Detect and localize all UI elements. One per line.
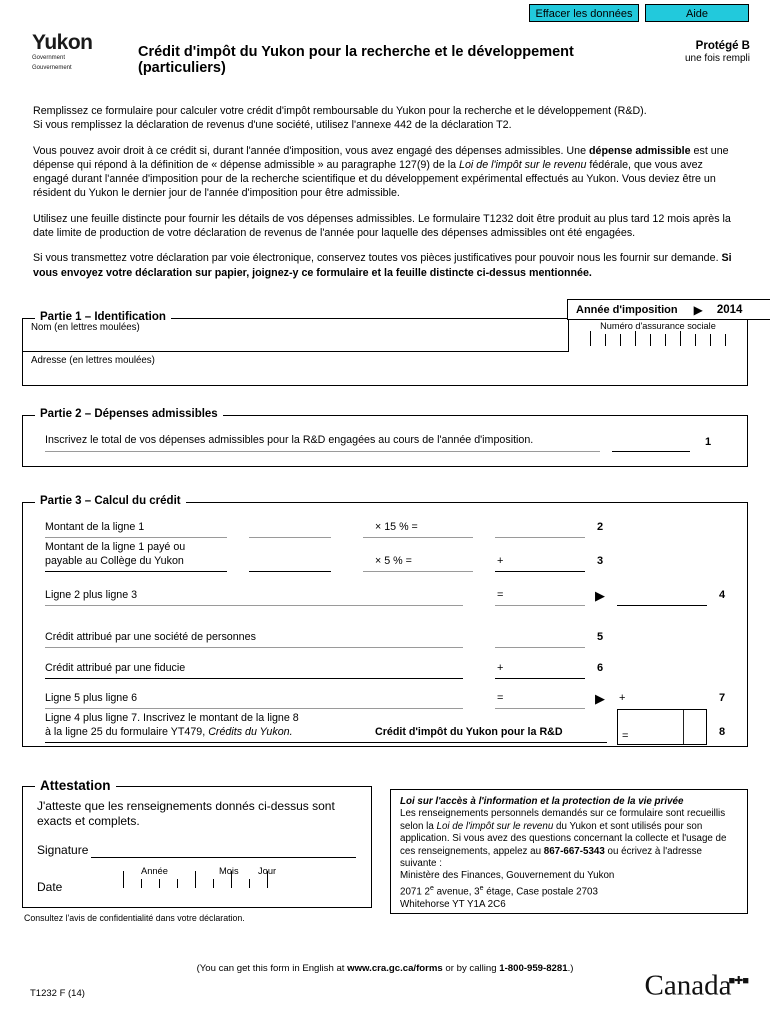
- yukon-government-logo: [32, 32, 142, 72]
- sin-cell[interactable]: [605, 334, 620, 346]
- line-7-carry-input[interactable]: [617, 692, 707, 709]
- part-3-rows: [23, 503, 749, 748]
- cents-divider: [683, 710, 684, 744]
- date-header-month: Mois: [219, 866, 239, 876]
- part-2-line-1-row: [45, 434, 729, 454]
- part-2-leader-rule: [45, 451, 600, 452]
- sin-digit-cells[interactable]: [569, 334, 747, 346]
- signature-input[interactable]: [91, 857, 356, 858]
- privacy-text-2: du Yukon et sont utilisés pour son application. Si vous avez des questions concernant la collecte et l'usage de ces renseignements, appelez au: [400, 820, 727, 857]
- protected-level-label: Protégé B: [695, 40, 750, 52]
- instruction-p2-c: fédérale, que vous avez engagé durant l'année d'imposition pour de la recherche scientifique et du développement expérimental effectués au Yukon. Vous deviez être un résident du Yukon le dernier jour de l'année d'imposition pour être admissible.: [33, 158, 716, 200]
- privacy-address-line-1: Ministère des Finances, Gouvernement du Yukon: [400, 870, 615, 882]
- english-note-a: (You can get this form in English at: [196, 963, 348, 974]
- sin-field-label: Numéro d'assurance sociale: [600, 321, 716, 331]
- instruction-p4-bold: Si vous envoyez votre déclaration sur papier, joignez-y ce formulaire et la feuille distincte ci-dessus mentionnée.: [33, 252, 732, 279]
- right-triangle-arrow-icon: ▶: [595, 588, 605, 603]
- line-6-number: 6: [597, 662, 604, 674]
- line-3-operator: +: [497, 555, 504, 567]
- privacy-text-1: Les renseignements personnels demandés sur ce formulaire sont recueillis selon la: [400, 808, 726, 832]
- line-6-label: Crédit attribué par une fiducie: [45, 662, 186, 674]
- instruction-p1-line1: Remplissez ce formulaire pour calculer votre crédit d'impôt remboursable du Yukon pour la recherche et le développement (R&D).: [33, 105, 647, 117]
- protected-when-completed-label: une fois rempli: [684, 53, 750, 64]
- attestation-statement: J'atteste que les renseignements donnés ci-dessus sont exacts et complets.: [37, 799, 335, 828]
- sin-cell[interactable]: [695, 334, 710, 346]
- line-3-label-a: Montant de la ligne 1 payé ou: [45, 541, 186, 553]
- instruction-paragraph-1: [33, 104, 738, 133]
- cra-phone-number: 1-800-959-8281: [499, 963, 568, 974]
- sin-cell[interactable]: [710, 334, 725, 346]
- line-2-result-input[interactable]: [495, 521, 585, 538]
- date-cell-year[interactable]: [177, 879, 195, 888]
- privacy-act-notice: [390, 789, 748, 914]
- line-5-leader-rule: [45, 647, 463, 648]
- part-1-identification: [22, 302, 748, 386]
- line-8-instruction-2: [45, 726, 293, 738]
- date-cell-month[interactable]: [195, 871, 213, 888]
- line-8-number: 8: [719, 726, 726, 738]
- line-2-label: Montant de la ligne 1: [45, 521, 145, 533]
- privacy-notice-body: [391, 790, 747, 917]
- line-8-total-box[interactable]: [617, 709, 707, 745]
- instruction-p2-italic: Loi de l'impôt sur le revenu: [459, 158, 587, 171]
- part-2-legend: Partie 2 – Dépenses admissibles: [35, 408, 223, 420]
- english-note-b: or by calling: [442, 963, 500, 974]
- date-input-cells[interactable]: [123, 879, 268, 888]
- line-8-operator: =: [622, 730, 629, 742]
- instruction-p2-bold: dépense admissible: [589, 144, 691, 157]
- instruction-p2-a: Vous pouvez avoir droit à ce crédit si, durant l'année d'imposition, vous avez engagé des dépenses admissibles. Une: [33, 144, 589, 157]
- line-3-label-b: payable au Collège du Yukon: [45, 555, 184, 567]
- line-5-number: 5: [597, 631, 604, 643]
- line-2-rate-label: × 15 % =: [375, 521, 418, 533]
- line-2-leader-rule: [45, 537, 227, 538]
- part-2-line-1-label: Inscrivez le total de vos dépenses admissibles pour la R&D engagées au cours de l'année d'imposition.: [45, 434, 534, 446]
- name-field-cell[interactable]: [23, 319, 568, 352]
- line-2-base-amount-input[interactable]: [249, 521, 331, 538]
- date-cell-month[interactable]: [213, 879, 231, 888]
- line-8-instruction-2a: à la ligne 25 du formulaire YT479,: [45, 726, 209, 738]
- date-label: Date: [37, 880, 63, 894]
- line-6-leader-rule: [45, 678, 463, 679]
- line-3-number: 3: [597, 555, 604, 567]
- line-8-caption: Crédit d'impôt du Yukon pour la R&D: [375, 726, 563, 738]
- instruction-paragraph-2: [33, 144, 738, 201]
- line-7-leader-rule: [45, 708, 463, 709]
- canada-wordmark-tail: a: [718, 969, 732, 1002]
- sin-cell[interactable]: [665, 334, 680, 346]
- line-5-label: Crédit attribué par une société de personnes: [45, 631, 256, 643]
- line-5-amount-input[interactable]: [495, 631, 585, 648]
- privacy-phone-number: 867-667-5343: [543, 845, 605, 857]
- instruction-p1-line2: Si vous remplissez la déclaration de revenus d'une société, utilisez l'annexe 442 de la déclaration T2.: [33, 119, 512, 132]
- sin-cell[interactable]: [650, 334, 665, 346]
- part-3-credit-calculation: [22, 495, 748, 747]
- line-6-operator: +: [497, 662, 504, 674]
- canada-flag-icon: ■✚■: [728, 975, 748, 987]
- sin-cell[interactable]: [590, 331, 605, 346]
- sin-cell[interactable]: [620, 334, 635, 346]
- part-2-line-1-number: 1: [705, 436, 712, 448]
- line-4-subtotal-input[interactable]: [495, 589, 585, 606]
- right-triangle-arrow-icon: ▶: [595, 691, 605, 706]
- privacy-address-line-2b: avenue, 3: [433, 886, 480, 898]
- date-cell-year[interactable]: [123, 871, 141, 888]
- line-8-instruction-1: Ligne 4 plus ligne 7. Inscrivez le montant de la ligne 8: [45, 712, 299, 724]
- line-8-leader-rule: [45, 742, 607, 743]
- sin-cell-end: [725, 334, 726, 346]
- privacy-address-line-3: Whitehorse YT Y1A 2C6: [400, 898, 506, 910]
- line-3-base-amount-input[interactable]: [249, 555, 331, 572]
- line-4-number: 4: [719, 589, 726, 601]
- line-4-carry-input[interactable]: [617, 589, 707, 606]
- tax-year-value: 2014: [716, 303, 743, 316]
- page-title: Crédit d'impôt du Yukon pour la recherche et le développement (particuliers): [138, 44, 574, 76]
- line-4-operator: =: [497, 589, 504, 601]
- privacy-text-italic: Loi de l'impôt sur le revenu: [436, 820, 554, 832]
- date-cell-year[interactable]: [159, 879, 177, 888]
- line-3-leader-rule: [45, 571, 227, 572]
- date-header-day: Jour: [258, 866, 277, 876]
- help-button[interactable]: Aide: [645, 4, 749, 22]
- line-3-result-input[interactable]: [495, 555, 585, 572]
- line-7-operator-2: +: [619, 692, 626, 704]
- name-field-label: Nom (en lettres moulées): [31, 322, 140, 333]
- address-field-cell[interactable]: [23, 352, 568, 385]
- line-7-subtotal-input[interactable]: [495, 692, 585, 709]
- line-3-rate-rule: [363, 571, 473, 572]
- canada-wordmark: [645, 966, 748, 1001]
- privacy-address-line-2c: étage, Case postale 2703: [483, 886, 598, 898]
- line-7-operator: =: [497, 692, 504, 704]
- sin-cell[interactable]: [635, 331, 650, 346]
- line-3-rate-label: × 5 % =: [375, 555, 412, 567]
- privacy-notice-title: Loi sur l'accès à l'information et la protection de la vie privée: [400, 796, 684, 807]
- instruction-paragraph-4: [33, 251, 738, 280]
- form-action-toolbar: [0, 4, 770, 24]
- form-header: [0, 30, 770, 76]
- signature-label: Signature: [37, 843, 89, 857]
- instruction-p4-a: Si vous transmettez votre déclaration par voie électronique, conservez toutes vos pièces justificatives pour pouvoir nous les fournir sur demande.: [33, 252, 722, 265]
- line-2-rate-rule: [363, 537, 473, 538]
- ordinal-superscript: e: [479, 884, 484, 892]
- ordinal-superscript: e: [429, 884, 434, 892]
- privacy-notice-reference: Consultez l'avis de confidentialité dans votre déclaration.: [24, 913, 245, 923]
- line-7-number: 7: [719, 692, 726, 704]
- tax-year-box: [567, 299, 770, 320]
- line-4-leader-rule: [45, 605, 463, 606]
- date-header-year: Année: [141, 866, 168, 876]
- clear-data-button[interactable]: Effacer les données: [529, 4, 639, 22]
- line-8-instruction-2-italic: Crédits du Yukon.: [208, 726, 293, 738]
- form-identifier: T1232 F (14): [30, 988, 85, 999]
- attestation-section: [22, 778, 372, 908]
- date-cell-end: [267, 871, 268, 888]
- line-7-label: Ligne 5 plus ligne 6: [45, 692, 138, 704]
- date-cell-day[interactable]: [249, 879, 267, 888]
- date-cell-day[interactable]: [231, 871, 249, 888]
- line-4-label: Ligne 2 plus ligne 3: [45, 589, 138, 601]
- tax-year-label: Année d'imposition: [576, 303, 678, 316]
- line-2-number: 2: [597, 521, 604, 533]
- address-field-label: Adresse (en lettres moulées): [31, 355, 155, 366]
- instruction-p2-b: est une dépense qui répond à la définition de « dépense admissible » au paragraphe 127(9) de la: [33, 144, 729, 171]
- sin-field-cell[interactable]: [568, 319, 747, 352]
- yukon-logo-subtitle-en: Government: [32, 55, 66, 61]
- part-1-legend: Partie 1 – Identification: [35, 311, 171, 323]
- privacy-address-line-2a: 2071 2: [400, 886, 430, 898]
- yukon-logo-subtitle-fr: Gouvernement: [32, 64, 72, 71]
- part-2-eligible-expenditures: [22, 408, 748, 467]
- privacy-text-3: ou écrivez à l'adresse suivante :: [400, 845, 702, 870]
- instructions-block: [33, 104, 738, 291]
- protected-classification: [685, 40, 750, 64]
- cra-forms-url[interactable]: www.cra.gc.ca/forms: [347, 963, 443, 974]
- part-3-legend: Partie 3 – Calcul du crédit: [35, 495, 186, 507]
- attestation-legend: Attestation: [35, 778, 116, 793]
- canada-wordmark-text: Canad: [644, 969, 719, 1002]
- instruction-paragraph-3: Utilisez une feuille distincte pour fournir les détails de vos dépenses admissibles. Le formulaire T1232 doit être produit au plus tard 12 mois après la date limite de production de votre déclaration de revenus de l'année pour laquelle des dépenses admissibles ont été engagées.: [33, 212, 731, 240]
- line-6-amount-input[interactable]: [495, 662, 585, 679]
- sin-cell[interactable]: [680, 331, 695, 346]
- right-triangle-arrow-icon: ▶: [693, 302, 703, 317]
- yukon-logo-wordmark: Yukon: [32, 31, 93, 54]
- date-cell-year[interactable]: [141, 879, 159, 888]
- english-note-c: .): [567, 963, 574, 974]
- part-2-line-1-amount-input[interactable]: [612, 434, 690, 452]
